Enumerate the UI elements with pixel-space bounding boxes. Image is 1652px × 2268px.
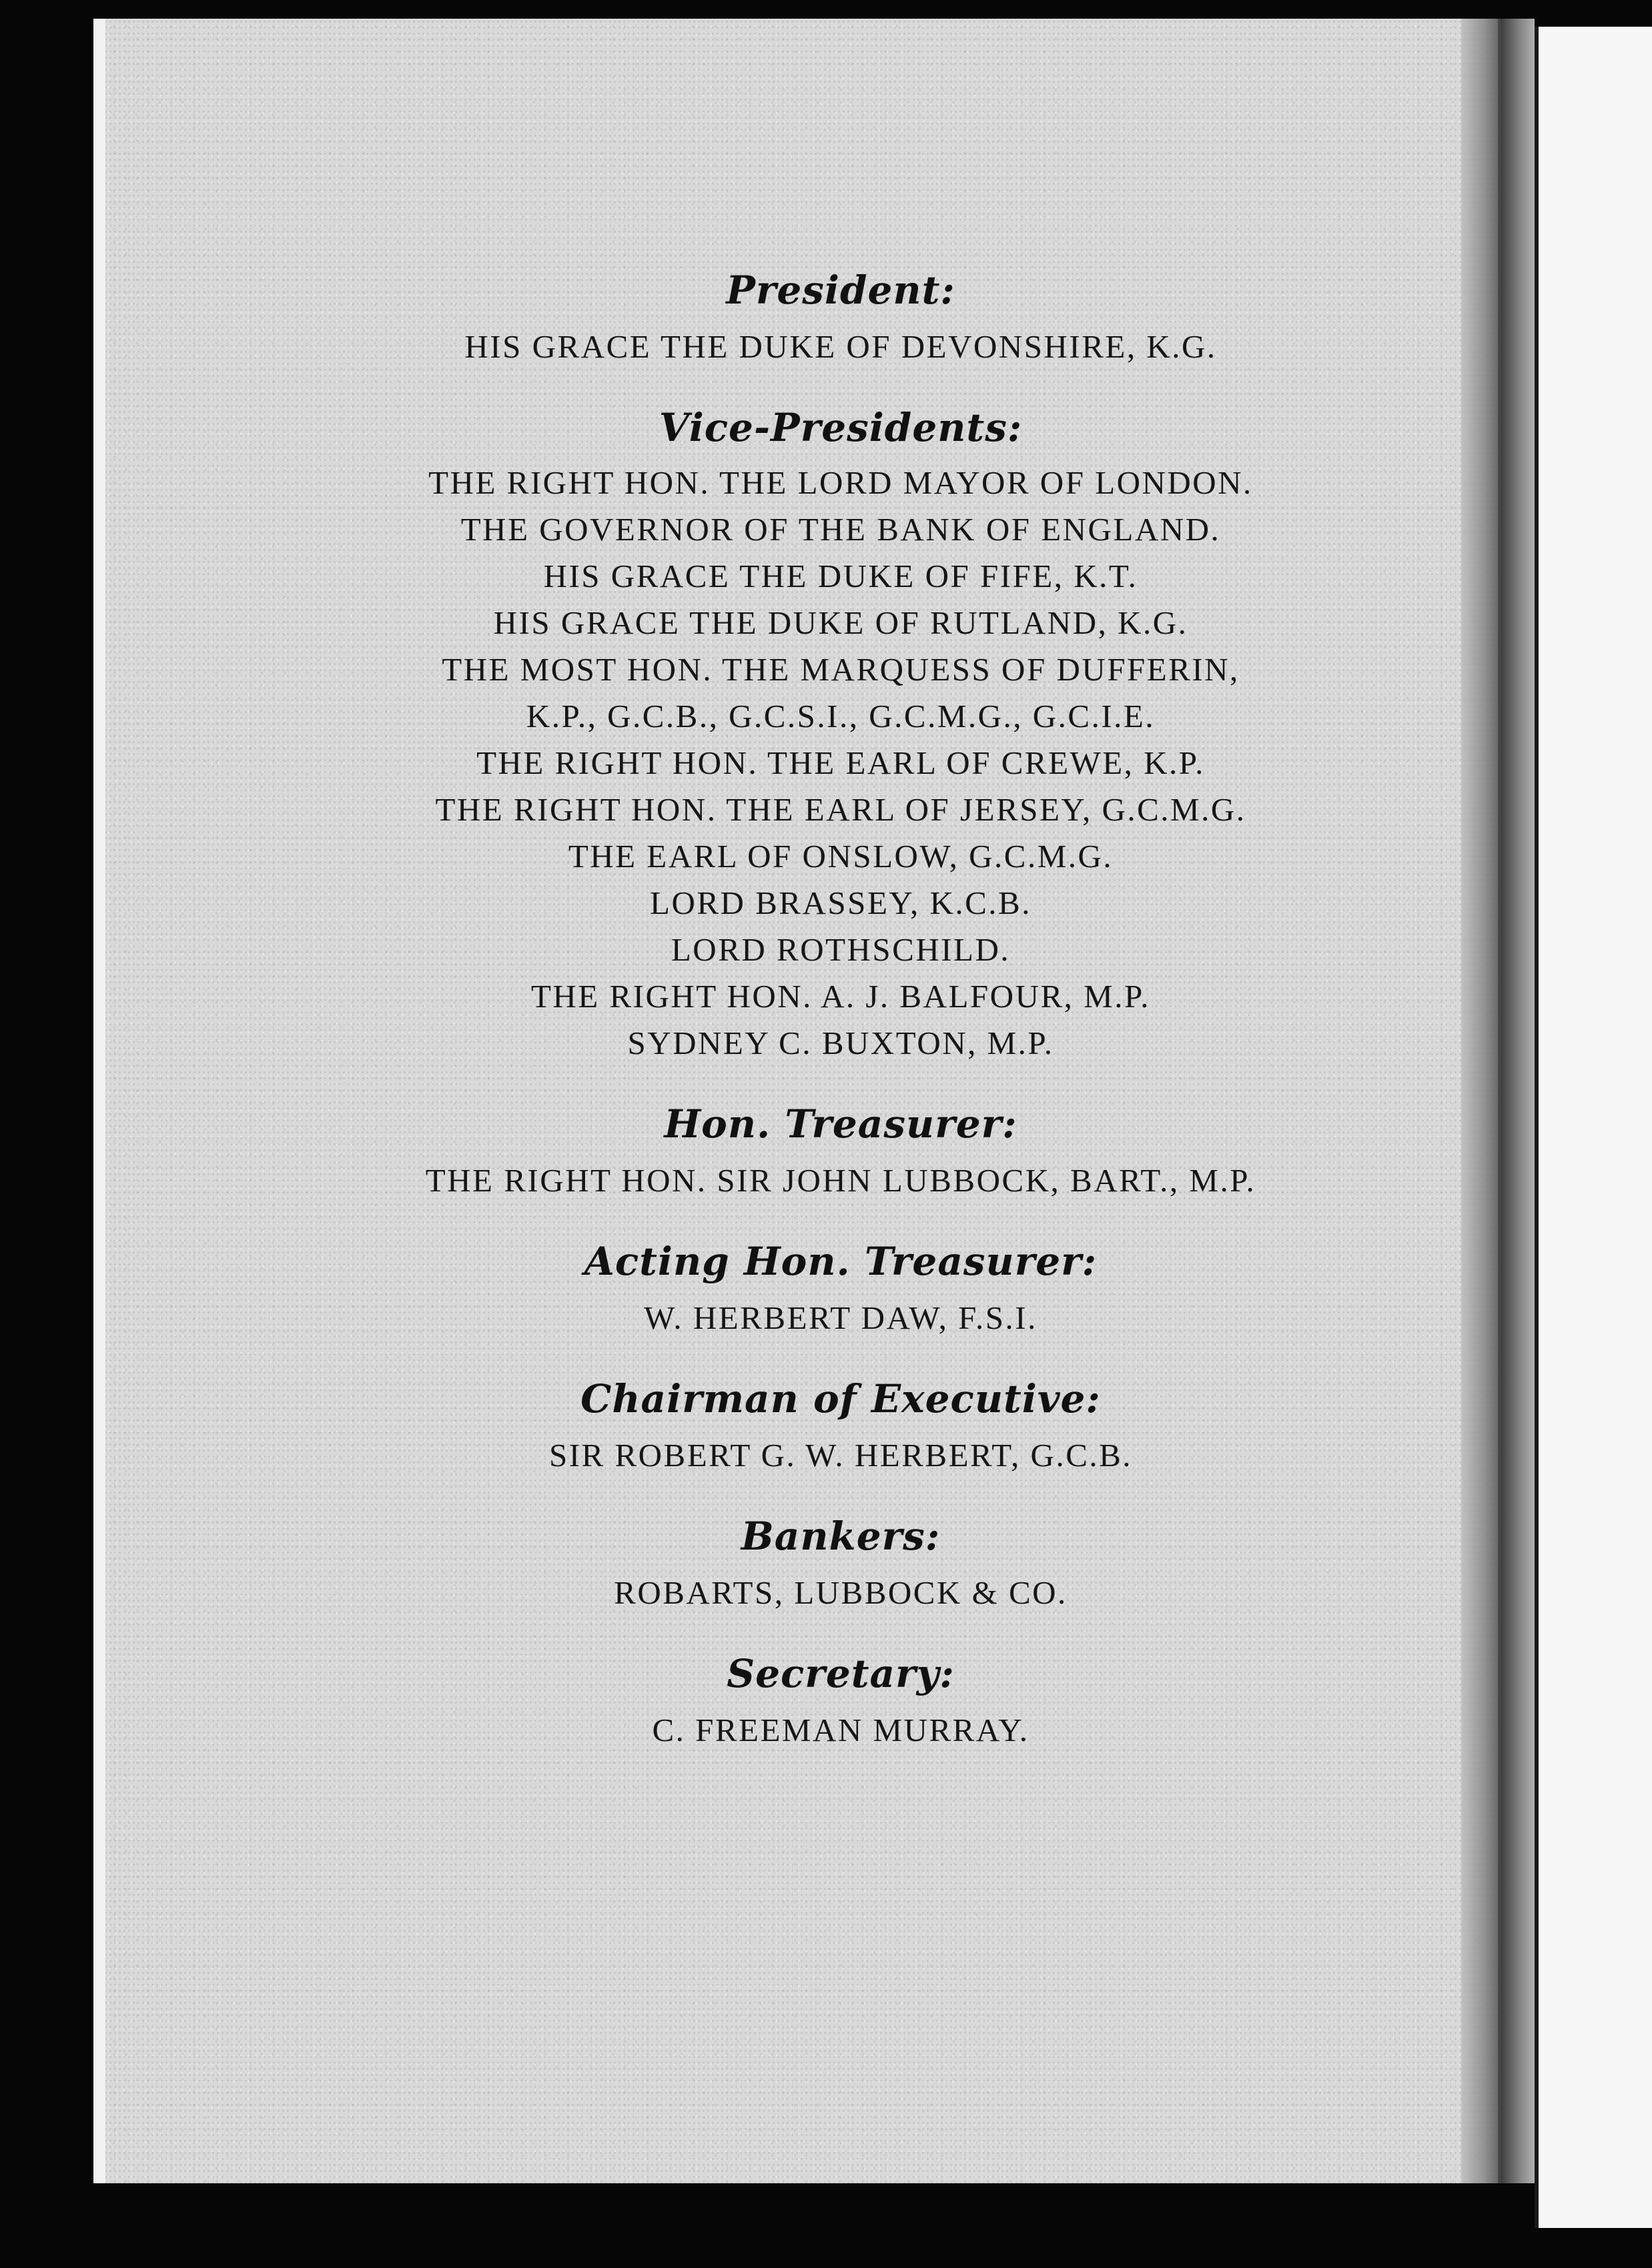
secretary-section xyxy=(240,1647,1441,1754)
vice-president-line: LORD BRASSEY, K.C.B. xyxy=(650,885,1031,921)
acting-hon-treasurer-heading: Acting Hon. Treasurer: xyxy=(584,1239,1098,1284)
secretary-name: C. FREEMAN MURRAY. xyxy=(652,1712,1029,1748)
vice-president-line: THE RIGHT HON. THE EARL OF CREWE, K.P. xyxy=(476,744,1205,781)
hon-treasurer-heading: Hon. Treasurer: xyxy=(664,1101,1017,1147)
chairman-heading: Chairman of Executive: xyxy=(580,1376,1101,1422)
vice-president-line: THE MOST HON. THE MARQUESS OF DUFFERIN, xyxy=(442,651,1240,688)
bankers-heading: Bankers: xyxy=(741,1514,941,1559)
vice-president-line: LORD ROTHSCHILD. xyxy=(671,931,1011,968)
chairman-name: SIR ROBERT G. W. HERBERT, G.C.B. xyxy=(548,1437,1133,1474)
vice-president-line: HIS GRACE THE DUKE OF RUTLAND, K.G. xyxy=(493,604,1188,641)
vice-president-line: THE GOVERNOR OF THE BANK OF ENGLAND. xyxy=(460,511,1221,548)
vice-president-line: THE RIGHT HON. THE LORD MAYOR OF LONDON. xyxy=(428,464,1253,501)
secretary-heading: Secretary: xyxy=(727,1651,955,1696)
binding-shadow xyxy=(1461,19,1535,2183)
acting-hon-treasurer-name: W. HERBERT DAW, F.S.I. xyxy=(644,1299,1038,1336)
bankers-name: ROBARTS, LUBBOCK & CO. xyxy=(614,1574,1068,1611)
acting-hon-treasurer-section xyxy=(240,1235,1441,1341)
vice-president-line: K.P., G.C.B., G.C.S.I., G.C.M.G., G.C.I.E. xyxy=(526,698,1156,734)
vice-president-line: THE EARL OF ONSLOW, G.C.M.G. xyxy=(568,838,1114,875)
vice-presidents-section xyxy=(240,401,1441,1067)
facing-page xyxy=(1535,27,1652,2228)
chairman-section xyxy=(240,1372,1441,1479)
officers-list xyxy=(240,263,1441,1754)
president-section xyxy=(240,263,1441,370)
president-name: HIS GRACE THE DUKE OF DEVONSHIRE, K.G. xyxy=(464,328,1217,365)
vice-presidents-heading: Vice-Presidents: xyxy=(659,405,1023,450)
president-heading: President: xyxy=(726,267,955,313)
page-left-edge xyxy=(93,19,105,2183)
hon-treasurer-name: THE RIGHT HON. SIR JOHN LUBBOCK, BART., M.P. xyxy=(425,1162,1256,1199)
vice-president-line: HIS GRACE THE DUKE OF FIFE, K.T. xyxy=(543,558,1138,594)
hon-treasurer-section xyxy=(240,1097,1441,1204)
vice-president-line: THE RIGHT HON. THE EARL OF JERSEY, G.C.M.G. xyxy=(435,791,1246,828)
vice-president-line: SYDNEY C. BUXTON, M.P. xyxy=(627,1025,1054,1061)
vice-president-line: THE RIGHT HON. A. J. BALFOUR, M.P. xyxy=(530,978,1151,1015)
bankers-section xyxy=(240,1510,1441,1616)
